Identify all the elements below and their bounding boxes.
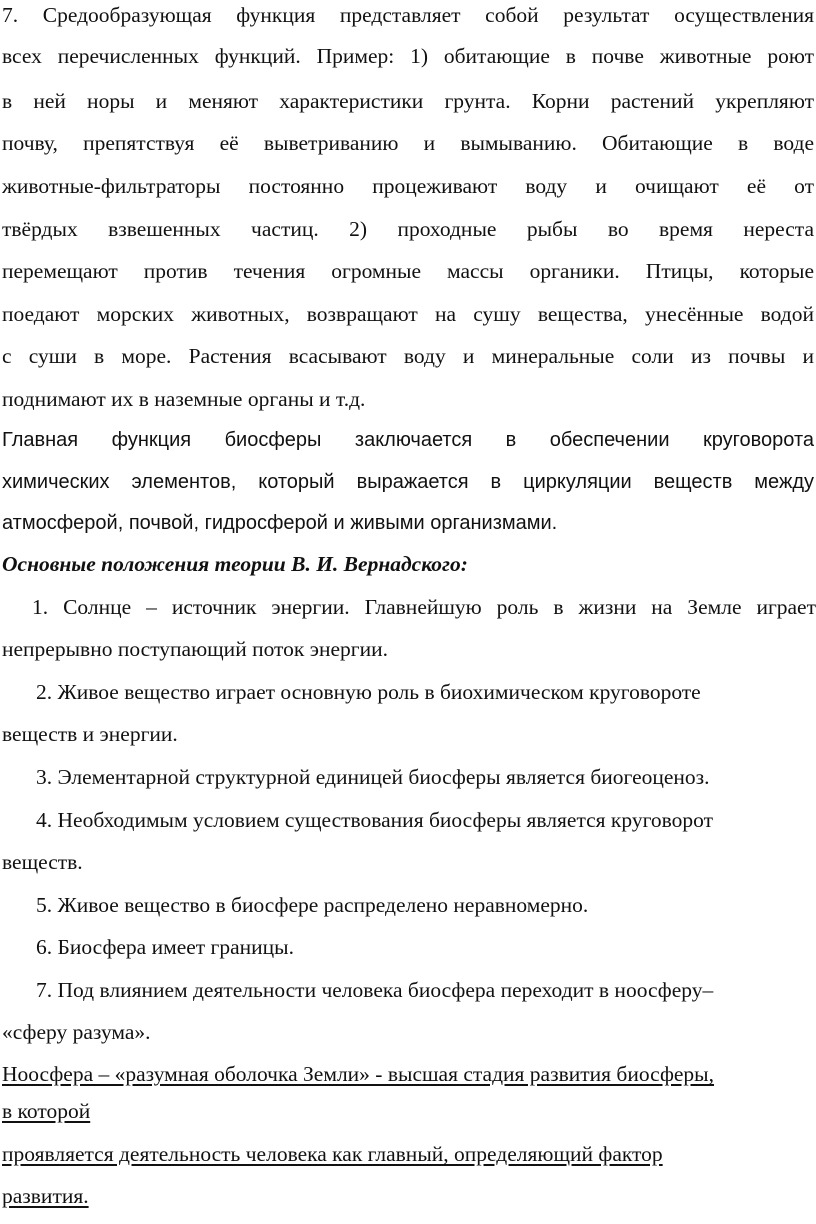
list-item: 2. Живое вещество играет основную роль в биохимическом круговороте	[36, 680, 701, 704]
list-item-continuation: веществ.	[2, 850, 83, 874]
list-item: 6. Биосфера имеет границы.	[36, 935, 294, 959]
list-item: 1. Солнце – источник энергии. Главнейшую роль в жизни на Земле играет	[32, 595, 816, 619]
text-line: животные-фильтраторы постоянно процеживают воду и очищают её от	[2, 174, 814, 198]
section-heading-vernadsky-theory: Основные положения теории В. И. Вернадского:	[2, 552, 468, 576]
text-line: поедают морских животных, возвращают на сушу вещества, унесённые водой	[2, 302, 814, 326]
text-line: атмосферой, почвой, гидросферой и живыми организмами.	[2, 512, 558, 534]
text-line: с суши в море. Растения всасывают воду и минеральные соли из почвы и	[2, 344, 814, 368]
text-line: в ней норы и меняют характеристики грунта. Корни растений укрепляют	[2, 89, 814, 113]
text-line: Ноосфера – «разумная оболочка Земли» - высшая стадия развития биосферы,	[2, 1062, 714, 1086]
list-item-continuation: «сферу разума».	[2, 1020, 151, 1044]
text-line: всех перечисленных функций. Пример: 1) обитающие в почве животные роют	[2, 44, 814, 68]
list-item: 5. Живое вещество в биосфере распределено неравномерно.	[36, 893, 589, 917]
text-line: поднимают их в наземные органы и т.д.	[2, 387, 366, 411]
list-item: 7. Под влиянием деятельности человека биосфера переходит в ноосферу–	[36, 978, 714, 1002]
text-line: проявляется деятельность человека как главный, определяющий фактор	[2, 1142, 663, 1166]
text-line: 7. Средообразующая функция представляет собой результат осуществления	[2, 3, 814, 27]
text-line: развития.	[2, 1184, 89, 1208]
list-item-continuation: веществ и энергии.	[2, 722, 178, 746]
text-line: почву, препятствуя её выветриванию и вымыванию. Обитающие в воде	[2, 131, 814, 155]
text-line: химических элементов, который выражается в циркуляции веществ между	[2, 471, 814, 493]
list-item: 3. Элементарной структурной единицей биосферы является биогеоценоз.	[36, 765, 710, 789]
text-line: перемещают против течения огромные массы органики. Птицы, которые	[2, 259, 814, 283]
text-line: в которой	[2, 1099, 91, 1123]
text-line: Главная функция биосферы заключается в обеспечении круговорота	[2, 429, 814, 451]
text-line: твёрдых взвешенных частиц. 2) проходные рыбы во время нереста	[2, 217, 814, 241]
list-item-continuation: непрерывно поступающий поток энергии.	[2, 637, 388, 661]
list-item: 4. Необходимым условием существования биосферы является круговорот	[36, 808, 713, 832]
